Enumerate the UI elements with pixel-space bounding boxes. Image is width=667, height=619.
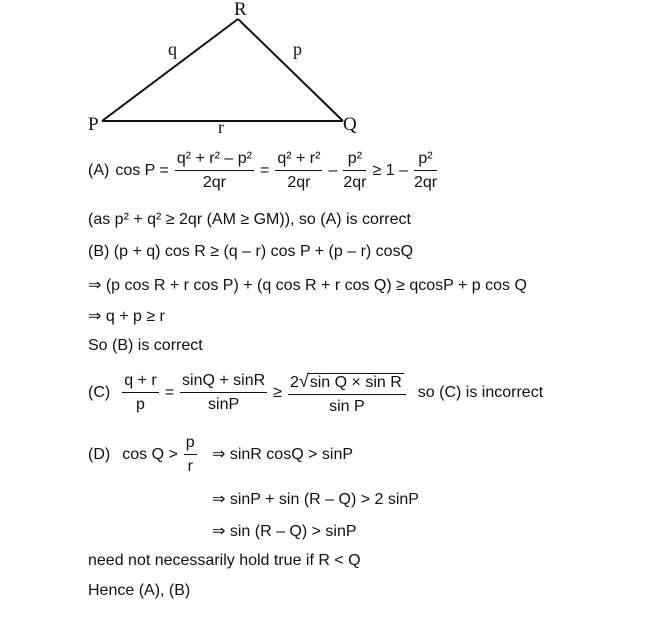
fraction-a2-num: q² + r² — [275, 150, 322, 171]
option-a-equation — [88, 148, 437, 194]
answer-line: Hence (A), (B) — [88, 582, 191, 599]
fraction-c3 — [288, 371, 406, 416]
fraction-d — [184, 434, 197, 476]
fraction-c3-num — [288, 371, 406, 395]
option-d-label: (D) — [88, 446, 111, 463]
fraction-c3-radicand: sin Q × sin R — [309, 373, 402, 391]
side-p-line — [238, 19, 343, 121]
fraction-a1-den: 2qr — [202, 174, 226, 191]
option-b-line-1: (B) (p + q) cos R ≥ (q – r) cos P + (p – r) cosQ — [88, 243, 414, 260]
option-d-implication-1: ⇒ sinR cosQ > sinP — [212, 446, 354, 463]
fraction-c3-den: sin P — [329, 397, 365, 415]
cosp-text: cos P = — [115, 162, 169, 179]
fraction-c2-den: sinP — [208, 396, 240, 413]
option-d-equation — [88, 432, 197, 478]
option-a-label: (A) — [88, 162, 110, 179]
option-b-line-4: So (B) is correct — [88, 337, 203, 354]
fraction-a2-den: 2qr — [287, 174, 311, 191]
fraction-c1-num: q + r — [122, 372, 158, 393]
fraction-a3-den: 2qr — [343, 174, 367, 191]
option-c-label: (C) — [88, 384, 111, 401]
fraction-a2 — [275, 150, 322, 192]
fraction-c3-coef: 2 — [289, 373, 299, 391]
vertex-q-label: Q — [343, 114, 357, 135]
fraction-a3-num: p² — [343, 150, 366, 171]
note-line: need not necessarily hold true if R < Q — [88, 552, 361, 569]
fraction-a1 — [175, 150, 254, 192]
option-c-equation — [88, 369, 543, 417]
side-p-label: p — [293, 39, 302, 59]
vertex-p-label: P — [88, 114, 99, 135]
side-q-label: q — [168, 39, 177, 59]
side-r-label: r — [218, 117, 224, 137]
option-b-line-3: ⇒ q + p ≥ r — [88, 308, 165, 325]
option-b-line-2: ⇒ (p cos R + r cos P) + (q cos R + r cos Q) ≥ qcosP + p cos Q — [88, 277, 527, 294]
fraction-a1-num: q² + r² – p² — [175, 150, 254, 171]
option-d-implication-3: ⇒ sin (R – Q) > sinP — [212, 523, 357, 540]
fraction-c2-num: sinQ + sinR — [180, 372, 267, 393]
fraction-c1 — [122, 372, 158, 414]
triangle-diagram — [0, 0, 667, 140]
fraction-c2 — [180, 372, 267, 414]
equals-sign-c: = — [164, 384, 175, 401]
ge-sign-c: ≥ — [273, 384, 282, 401]
vertex-r-label: R — [234, 0, 247, 20]
fraction-c1-den: p — [136, 396, 145, 413]
cosq-text: cos Q > — [122, 446, 178, 463]
fraction-d-den: r — [187, 458, 193, 475]
fraction-a4-den: 2qr — [413, 174, 438, 191]
side-q-line — [102, 19, 238, 121]
option-a-note: (as p² + q² ≥ 2qr (AM ≥ GM)), so (A) is correct — [88, 211, 411, 228]
minus-sign: – — [328, 162, 338, 179]
option-c-conclusion: so (C) is incorrect — [417, 384, 544, 401]
fraction-a4 — [414, 150, 437, 192]
fraction-d-num: p — [184, 434, 197, 455]
fraction-a3 — [343, 150, 366, 192]
ge-one-minus: ≥ 1 – — [372, 162, 408, 179]
sqrt-icon: √ — [298, 370, 309, 391]
option-d-implication-2: ⇒ sinP + sin (R – Q) > 2 sinP — [212, 491, 419, 508]
fraction-a4-num: p² — [414, 150, 437, 171]
equals-sign: = — [259, 162, 270, 179]
